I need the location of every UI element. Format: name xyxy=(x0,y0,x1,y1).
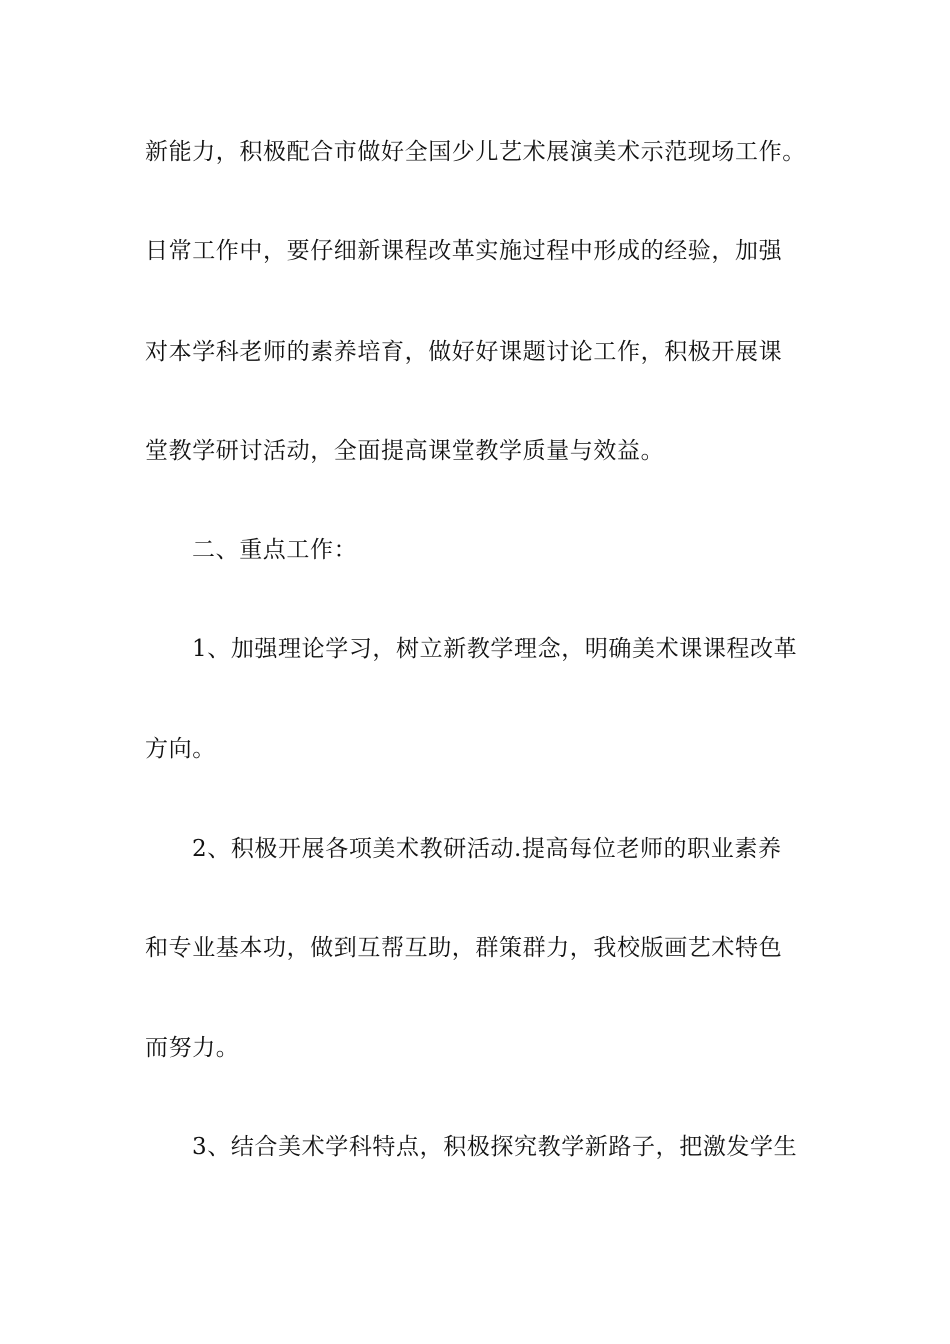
list-item-2-line-2: 和专业基本功，做到互帮互助，群策群力，我校版画艺术特色 xyxy=(145,935,783,961)
list-item-3-line-1: 3、结合美术学科特点，积极探究教学新路子，把激发学生 xyxy=(192,1134,798,1160)
paragraph-line-1: 新能力，积极配合市做好全国少儿艺术展演美术示范现场工作。 xyxy=(145,139,806,165)
paragraph-line-4: 堂教学研讨活动，全面提高课堂教学质量与效益。 xyxy=(145,438,665,464)
list-item-2-line-3: 而努力。 xyxy=(145,1035,240,1061)
list-item-2-line-1: 2、积极开展各项美术教研活动.提高每位老师的职业素养 xyxy=(192,836,782,862)
list-item-1-line-1: 1、加强理论学习，树立新教学理念，明确美术课课程改革 xyxy=(192,636,798,662)
paragraph-line-3: 对本学科老师的素养培育，做好好课题讨论工作，积极开展课 xyxy=(145,339,783,365)
paragraph-line-2: 日常工作中，要仔细新课程改革实施过程中形成的经验，加强 xyxy=(145,238,783,264)
section-heading: 二、重点工作： xyxy=(192,537,358,563)
list-item-1-line-2: 方向。 xyxy=(145,736,216,762)
